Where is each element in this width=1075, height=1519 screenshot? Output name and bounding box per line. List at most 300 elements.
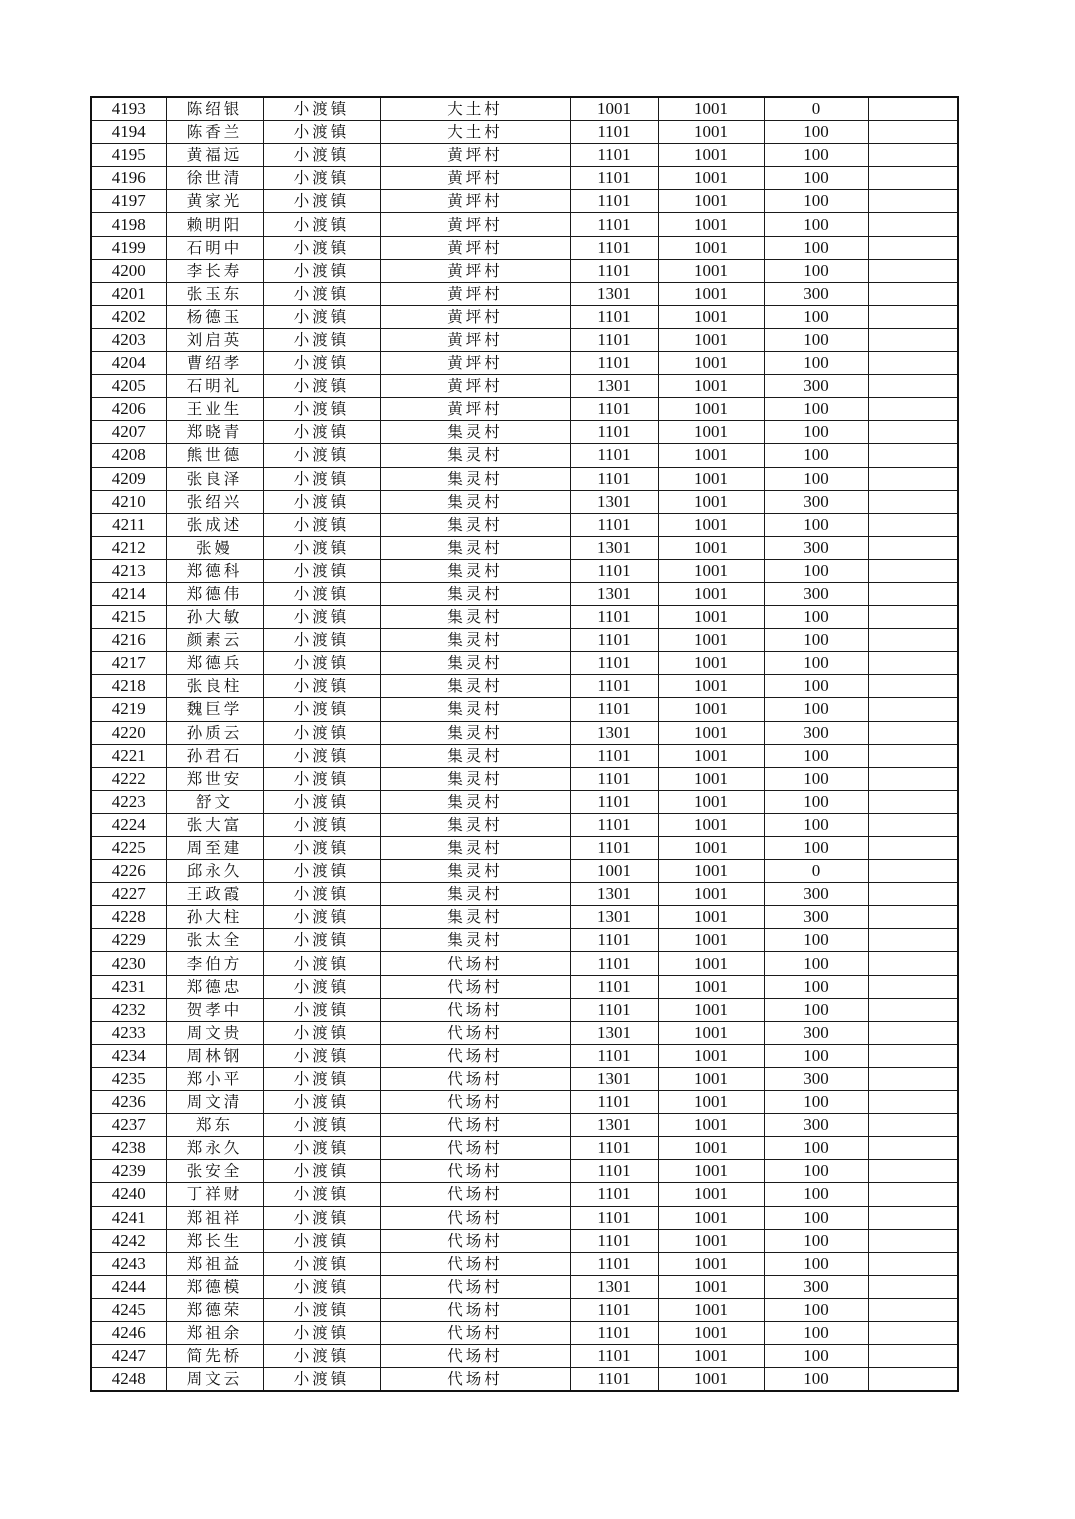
name-cell: 郑德伟: [166, 582, 263, 605]
village-cell: 代场村: [380, 1252, 570, 1275]
town-cell: 小渡镇: [263, 1206, 380, 1229]
table-row: [91, 559, 958, 582]
table-row: [91, 398, 958, 421]
village-cell: 集灵村: [380, 883, 570, 906]
note-cell: [868, 1275, 958, 1298]
name-cell: 颜素云: [166, 629, 263, 652]
name-cell: 郑德荣: [166, 1298, 263, 1321]
note-cell: [868, 513, 958, 536]
village-cell: 代场村: [380, 952, 570, 975]
code2-cell: 1001: [658, 490, 764, 513]
table-row: [91, 421, 958, 444]
amount-cell: 100: [764, 144, 868, 167]
name-cell: 张良泽: [166, 467, 263, 490]
town-cell: 小渡镇: [263, 998, 380, 1021]
village-cell: 代场村: [380, 1229, 570, 1252]
note-cell: [868, 1298, 958, 1321]
row-id-cell: 4238: [91, 1137, 166, 1160]
name-cell: 郑永久: [166, 1137, 263, 1160]
table-row: [91, 1183, 958, 1206]
row-id-cell: 4231: [91, 975, 166, 998]
code1-cell: 1101: [570, 629, 658, 652]
code1-cell: 1101: [570, 998, 658, 1021]
table-row: [91, 1368, 958, 1392]
code2-cell: 1001: [658, 1160, 764, 1183]
code2-cell: 1001: [658, 952, 764, 975]
amount-cell: 100: [764, 259, 868, 282]
name-cell: 张大富: [166, 813, 263, 836]
name-cell: 石明中: [166, 236, 263, 259]
code2-cell: 1001: [658, 121, 764, 144]
row-id-cell: 4196: [91, 167, 166, 190]
table-row: [91, 190, 958, 213]
name-cell: 孙大敏: [166, 606, 263, 629]
amount-cell: 100: [764, 1183, 868, 1206]
village-cell: 集灵村: [380, 652, 570, 675]
town-cell: 小渡镇: [263, 97, 380, 121]
code2-cell: 1001: [658, 1229, 764, 1252]
table-row: [91, 998, 958, 1021]
code1-cell: 1101: [570, 1183, 658, 1206]
row-id-cell: 4199: [91, 236, 166, 259]
row-id-cell: 4201: [91, 282, 166, 305]
row-id-cell: 4225: [91, 837, 166, 860]
name-cell: 魏巨学: [166, 698, 263, 721]
amount-cell: 100: [764, 813, 868, 836]
name-cell: 陈香兰: [166, 121, 263, 144]
table-row: [91, 1044, 958, 1067]
amount-cell: 100: [764, 190, 868, 213]
note-cell: [868, 1321, 958, 1344]
table-row: [91, 1206, 958, 1229]
code2-cell: 1001: [658, 1114, 764, 1137]
table-row: [91, 582, 958, 605]
note-cell: [868, 1345, 958, 1368]
note-cell: [868, 467, 958, 490]
name-cell: 郑德兵: [166, 652, 263, 675]
code2-cell: 1001: [658, 1183, 764, 1206]
town-cell: 小渡镇: [263, 282, 380, 305]
amount-cell: 100: [764, 444, 868, 467]
table-row: [91, 444, 958, 467]
note-cell: [868, 860, 958, 883]
code1-cell: 1101: [570, 1345, 658, 1368]
amount-cell: 300: [764, 1275, 868, 1298]
code2-cell: 1001: [658, 1091, 764, 1114]
code2-cell: 1001: [658, 328, 764, 351]
name-cell: 邱永久: [166, 860, 263, 883]
town-cell: 小渡镇: [263, 1298, 380, 1321]
amount-cell: 100: [764, 559, 868, 582]
table-row: [91, 213, 958, 236]
amount-cell: 100: [764, 952, 868, 975]
town-cell: 小渡镇: [263, 675, 380, 698]
note-cell: [868, 998, 958, 1021]
town-cell: 小渡镇: [263, 375, 380, 398]
row-id-cell: 4220: [91, 721, 166, 744]
code1-cell: 1301: [570, 1021, 658, 1044]
name-cell: 李长寿: [166, 259, 263, 282]
row-id-cell: 4202: [91, 305, 166, 328]
amount-cell: 300: [764, 536, 868, 559]
village-cell: 代场村: [380, 975, 570, 998]
note-cell: [868, 375, 958, 398]
name-cell: 郑德忠: [166, 975, 263, 998]
code2-cell: 1001: [658, 375, 764, 398]
code2-cell: 1001: [658, 1321, 764, 1344]
code1-cell: 1101: [570, 698, 658, 721]
village-cell: 代场村: [380, 1345, 570, 1368]
village-cell: 黄坪村: [380, 328, 570, 351]
row-id-cell: 4230: [91, 952, 166, 975]
note-cell: [868, 1252, 958, 1275]
name-cell: 郑德模: [166, 1275, 263, 1298]
village-cell: 代场村: [380, 1114, 570, 1137]
code2-cell: 1001: [658, 1345, 764, 1368]
village-cell: 黄坪村: [380, 305, 570, 328]
table-row: [91, 1137, 958, 1160]
row-id-cell: 4194: [91, 121, 166, 144]
town-cell: 小渡镇: [263, 767, 380, 790]
row-id-cell: 4246: [91, 1321, 166, 1344]
village-cell: 集灵村: [380, 559, 570, 582]
code1-cell: 1301: [570, 375, 658, 398]
name-cell: 黄家光: [166, 190, 263, 213]
town-cell: 小渡镇: [263, 328, 380, 351]
note-cell: [868, 259, 958, 282]
row-id-cell: 4237: [91, 1114, 166, 1137]
code2-cell: 1001: [658, 1252, 764, 1275]
name-cell: 徐世清: [166, 167, 263, 190]
code2-cell: 1001: [658, 1206, 764, 1229]
village-cell: 集灵村: [380, 536, 570, 559]
amount-cell: 100: [764, 629, 868, 652]
village-cell: 代场村: [380, 1021, 570, 1044]
village-cell: 代场村: [380, 1091, 570, 1114]
code1-cell: 1301: [570, 582, 658, 605]
note-cell: [868, 536, 958, 559]
village-cell: 代场村: [380, 1321, 570, 1344]
village-cell: 黄坪村: [380, 398, 570, 421]
amount-cell: 100: [764, 1044, 868, 1067]
code1-cell: 1301: [570, 906, 658, 929]
code2-cell: 1001: [658, 536, 764, 559]
row-id-cell: 4233: [91, 1021, 166, 1044]
town-cell: 小渡镇: [263, 144, 380, 167]
row-id-cell: 4227: [91, 883, 166, 906]
code2-cell: 1001: [658, 144, 764, 167]
note-cell: [868, 790, 958, 813]
code1-cell: 1101: [570, 652, 658, 675]
amount-cell: 100: [764, 698, 868, 721]
note-cell: [868, 721, 958, 744]
note-cell: [868, 606, 958, 629]
table-row: [91, 1114, 958, 1137]
code1-cell: 1101: [570, 837, 658, 860]
village-cell: 黄坪村: [380, 167, 570, 190]
table-row: [91, 144, 958, 167]
amount-cell: 0: [764, 860, 868, 883]
table-row: [91, 1067, 958, 1090]
table-row: [91, 883, 958, 906]
code2-cell: 1001: [658, 929, 764, 952]
code2-cell: 1001: [658, 305, 764, 328]
name-cell: 周文贵: [166, 1021, 263, 1044]
table-row: [91, 467, 958, 490]
table-row: [91, 837, 958, 860]
row-id-cell: 4211: [91, 513, 166, 536]
amount-cell: 300: [764, 282, 868, 305]
code1-cell: 1301: [570, 1114, 658, 1137]
note-cell: [868, 952, 958, 975]
row-id-cell: 4244: [91, 1275, 166, 1298]
village-cell: 黄坪村: [380, 190, 570, 213]
village-cell: 集灵村: [380, 767, 570, 790]
code2-cell: 1001: [658, 606, 764, 629]
village-cell: 代场村: [380, 1067, 570, 1090]
town-cell: 小渡镇: [263, 1160, 380, 1183]
amount-cell: 100: [764, 1229, 868, 1252]
town-cell: 小渡镇: [263, 698, 380, 721]
note-cell: [868, 975, 958, 998]
code1-cell: 1101: [570, 1137, 658, 1160]
note-cell: [868, 282, 958, 305]
name-cell: 郑世安: [166, 767, 263, 790]
code2-cell: 1001: [658, 998, 764, 1021]
amount-cell: 100: [764, 467, 868, 490]
code1-cell: 1101: [570, 929, 658, 952]
name-cell: 石明礼: [166, 375, 263, 398]
table-row: [91, 352, 958, 375]
table-row: [91, 790, 958, 813]
code1-cell: 1301: [570, 883, 658, 906]
name-cell: 丁祥财: [166, 1183, 263, 1206]
table-row: [91, 952, 958, 975]
row-id-cell: 4245: [91, 1298, 166, 1321]
note-cell: [868, 1183, 958, 1206]
table-row: [91, 721, 958, 744]
amount-cell: 100: [764, 652, 868, 675]
code2-cell: 1001: [658, 1298, 764, 1321]
note-cell: [868, 213, 958, 236]
table-row: [91, 536, 958, 559]
amount-cell: 100: [764, 305, 868, 328]
row-id-cell: 4242: [91, 1229, 166, 1252]
table-row: [91, 975, 958, 998]
row-id-cell: 4206: [91, 398, 166, 421]
code2-cell: 1001: [658, 813, 764, 836]
town-cell: 小渡镇: [263, 1368, 380, 1392]
name-cell: 赖明阳: [166, 213, 263, 236]
town-cell: 小渡镇: [263, 259, 380, 282]
table-row: [91, 906, 958, 929]
note-cell: [868, 582, 958, 605]
note-cell: [868, 906, 958, 929]
amount-cell: 100: [764, 1091, 868, 1114]
note-cell: [868, 167, 958, 190]
row-id-cell: 4236: [91, 1091, 166, 1114]
name-cell: 郑祖祥: [166, 1206, 263, 1229]
note-cell: [868, 744, 958, 767]
amount-cell: 100: [764, 1345, 868, 1368]
code1-cell: 1101: [570, 813, 658, 836]
name-cell: 郑长生: [166, 1229, 263, 1252]
town-cell: 小渡镇: [263, 813, 380, 836]
code2-cell: 1001: [658, 767, 764, 790]
table-row: [91, 328, 958, 351]
amount-cell: 300: [764, 582, 868, 605]
row-id-cell: 4232: [91, 998, 166, 1021]
row-id-cell: 4203: [91, 328, 166, 351]
village-cell: 集灵村: [380, 606, 570, 629]
table-row: [91, 767, 958, 790]
name-cell: 郑小平: [166, 1067, 263, 1090]
note-cell: [868, 1044, 958, 1067]
amount-cell: 100: [764, 352, 868, 375]
name-cell: 张太全: [166, 929, 263, 952]
name-cell: 周至建: [166, 837, 263, 860]
code1-cell: 1101: [570, 1229, 658, 1252]
town-cell: 小渡镇: [263, 559, 380, 582]
code2-cell: 1001: [658, 559, 764, 582]
amount-cell: 100: [764, 1252, 868, 1275]
village-cell: 集灵村: [380, 629, 570, 652]
village-cell: 集灵村: [380, 813, 570, 836]
town-cell: 小渡镇: [263, 513, 380, 536]
town-cell: 小渡镇: [263, 352, 380, 375]
town-cell: 小渡镇: [263, 606, 380, 629]
town-cell: 小渡镇: [263, 444, 380, 467]
amount-cell: 100: [764, 167, 868, 190]
code2-cell: 1001: [658, 698, 764, 721]
code2-cell: 1001: [658, 582, 764, 605]
code1-cell: 1101: [570, 767, 658, 790]
town-cell: 小渡镇: [263, 1183, 380, 1206]
table-row: [91, 606, 958, 629]
amount-cell: 100: [764, 675, 868, 698]
name-cell: 刘启英: [166, 328, 263, 351]
row-id-cell: 4214: [91, 582, 166, 605]
code1-cell: 1101: [570, 1252, 658, 1275]
town-cell: 小渡镇: [263, 190, 380, 213]
amount-cell: 100: [764, 213, 868, 236]
note-cell: [868, 421, 958, 444]
note-cell: [868, 1229, 958, 1252]
amount-cell: 100: [764, 929, 868, 952]
row-id-cell: 4219: [91, 698, 166, 721]
town-cell: 小渡镇: [263, 1252, 380, 1275]
code2-cell: 1001: [658, 906, 764, 929]
amount-cell: 100: [764, 1321, 868, 1344]
amount-cell: 100: [764, 790, 868, 813]
note-cell: [868, 1021, 958, 1044]
name-cell: 郑东: [166, 1114, 263, 1137]
amount-cell: 100: [764, 513, 868, 536]
code1-cell: 1101: [570, 559, 658, 582]
town-cell: 小渡镇: [263, 536, 380, 559]
town-cell: 小渡镇: [263, 906, 380, 929]
note-cell: [868, 1160, 958, 1183]
code2-cell: 1001: [658, 837, 764, 860]
town-cell: 小渡镇: [263, 582, 380, 605]
name-cell: 张玉东: [166, 282, 263, 305]
town-cell: 小渡镇: [263, 1321, 380, 1344]
code2-cell: 1001: [658, 652, 764, 675]
table-row: [91, 167, 958, 190]
table-row: [91, 698, 958, 721]
name-cell: 孙大柱: [166, 906, 263, 929]
name-cell: 舒文: [166, 790, 263, 813]
village-cell: 集灵村: [380, 721, 570, 744]
town-cell: 小渡镇: [263, 121, 380, 144]
code2-cell: 1001: [658, 167, 764, 190]
amount-cell: 100: [764, 398, 868, 421]
town-cell: 小渡镇: [263, 929, 380, 952]
code1-cell: 1101: [570, 444, 658, 467]
village-cell: 代场村: [380, 1044, 570, 1067]
note-cell: [868, 1368, 958, 1392]
code1-cell: 1101: [570, 1321, 658, 1344]
amount-cell: 100: [764, 837, 868, 860]
code2-cell: 1001: [658, 675, 764, 698]
code2-cell: 1001: [658, 790, 764, 813]
code1-cell: 1101: [570, 328, 658, 351]
town-cell: 小渡镇: [263, 837, 380, 860]
town-cell: 小渡镇: [263, 1067, 380, 1090]
code1-cell: 1301: [570, 536, 658, 559]
note-cell: [868, 1206, 958, 1229]
name-cell: 周文清: [166, 1091, 263, 1114]
village-cell: 集灵村: [380, 467, 570, 490]
table-row: [91, 1298, 958, 1321]
note-cell: [868, 1067, 958, 1090]
village-cell: 代场村: [380, 1183, 570, 1206]
row-id-cell: 4205: [91, 375, 166, 398]
code2-cell: 1001: [658, 259, 764, 282]
amount-cell: 100: [764, 744, 868, 767]
town-cell: 小渡镇: [263, 1345, 380, 1368]
note-cell: [868, 305, 958, 328]
table-row: [91, 305, 958, 328]
village-cell: 黄坪村: [380, 236, 570, 259]
code1-cell: 1101: [570, 352, 658, 375]
village-cell: 黄坪村: [380, 259, 570, 282]
village-cell: 集灵村: [380, 906, 570, 929]
table-row: [91, 1275, 958, 1298]
name-cell: 陈绍银: [166, 97, 263, 121]
code1-cell: 1301: [570, 282, 658, 305]
note-cell: [868, 929, 958, 952]
amount-cell: 300: [764, 906, 868, 929]
code1-cell: 1101: [570, 744, 658, 767]
row-id-cell: 4200: [91, 259, 166, 282]
table-row: [91, 490, 958, 513]
row-id-cell: 4210: [91, 490, 166, 513]
code1-cell: 1101: [570, 236, 658, 259]
amount-cell: 100: [764, 421, 868, 444]
roster-table-body: [91, 97, 958, 1391]
table-row: [91, 929, 958, 952]
town-cell: 小渡镇: [263, 883, 380, 906]
note-cell: [868, 675, 958, 698]
row-id-cell: 4216: [91, 629, 166, 652]
code2-cell: 1001: [658, 236, 764, 259]
table-row: [91, 1091, 958, 1114]
name-cell: 郑祖益: [166, 1252, 263, 1275]
table-row: [91, 652, 958, 675]
amount-cell: 300: [764, 1067, 868, 1090]
amount-cell: 100: [764, 236, 868, 259]
